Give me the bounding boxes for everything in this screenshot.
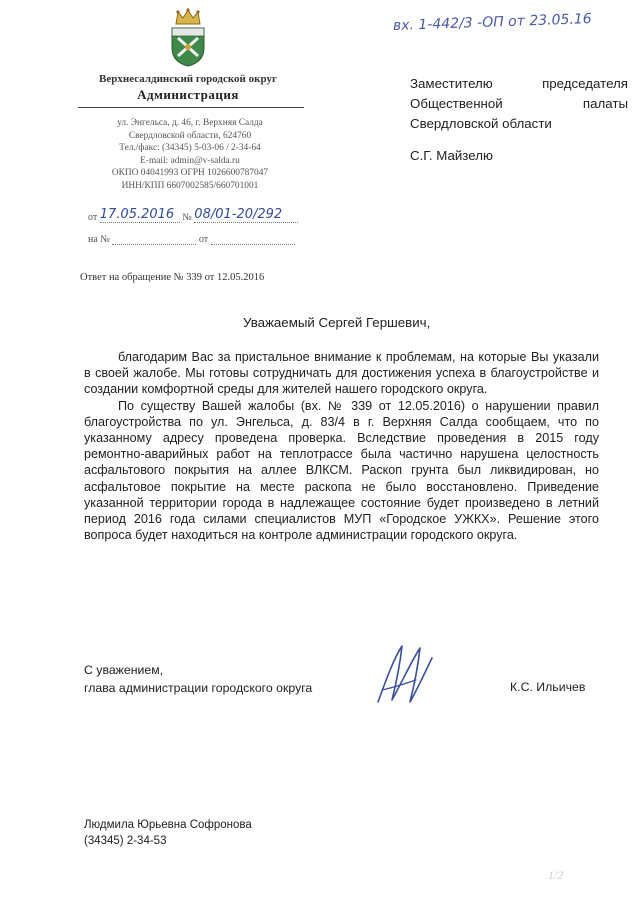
- closing-title: глава администрации городского округа: [84, 681, 313, 695]
- body-paragraph: По существу Вашей жалобы (вх. № 339 от 12.05.2016) о нарушении правил благоустройства по ул. Энгельса, д. 83/4 в г. Верхняя Салда сообщаем, что по указанному адресу проведена проверка. Вследствие проведения в 2015 году ремонтно-аварийных работ на теплотрассе была частично нарушена целостность асфальтового покрытия на аллее ВЛКСМ. Раскоп грунта был ликвидирован, но асфальтовое покрытие на месте раскопа не было восстановлено. Приведение указанной территории города в надлежащее состояние будет произведено в летний период 2016 года силами специалистов МУП «Городское УЖКХ». Решение этого вопроса будет находиться на контроле администрации городского округа.: [84, 398, 599, 543]
- email-line: E-mail: admin@v-salda.ru: [140, 155, 240, 166]
- header-divider: [78, 107, 304, 108]
- body-paragraph: благодарим Вас за пристальное внимание к проблемам, на которые Вы указали в своей жалобе. Мы готовы сотрудничать для достижения успеха в благоустройстве и создании комфортной среды для жителей нашего городского округа.: [84, 350, 599, 397]
- recipient-line: Свердловской области: [410, 116, 552, 131]
- okpo-line: ОКПО 04041993 ОГРН 1026600787047: [111, 168, 269, 179]
- recipient-block: [410, 74, 628, 134]
- administration-title: Администрация: [137, 87, 239, 102]
- reg-date: 17.05.2016: [99, 207, 175, 222]
- address-block: [80, 117, 300, 193]
- recipient-name: С.Г. Майзелю: [410, 148, 493, 163]
- page-number: 1/2: [548, 868, 564, 882]
- executor-name: Людмила Юрьевна Софронова: [84, 819, 252, 831]
- recipient-word: палаты: [582, 96, 628, 111]
- signature-icon: [372, 640, 438, 710]
- closing-line: С уважением,: [84, 663, 164, 677]
- reg-from-label: от: [88, 212, 98, 223]
- incoming-reference: [88, 234, 295, 245]
- recipient-word: председателя: [542, 76, 628, 91]
- recipient-word: Общественной: [410, 96, 503, 111]
- phone-line: Тел./факс: (34345) 5-03-06 / 2-34-64: [119, 143, 261, 154]
- closing-block: [84, 661, 312, 697]
- incoming-stamp: вх. 1-442/3 -ОП от 23.05.16: [392, 11, 592, 34]
- greeting: Уважаемый Сергей Гершевич,: [243, 315, 431, 330]
- recipient-word: Заместителю: [410, 76, 493, 91]
- inn-line: ИНН/КПП 6607002585/660701001: [121, 180, 259, 191]
- reg-number: 08/01-20/292: [194, 207, 283, 222]
- executor-block: [84, 817, 252, 849]
- reply-reference: Ответ на обращение № 339 от 12.05.2016: [80, 272, 265, 283]
- outgoing-registration: [88, 207, 298, 223]
- address-line: Свердловской области, 624760: [128, 130, 252, 141]
- reg-no-label: №: [182, 212, 192, 223]
- reg-na-label: на №: [88, 234, 110, 245]
- executor-phone: (34345) 2-34-53: [84, 835, 167, 847]
- reg-from-label-2: от: [198, 234, 209, 245]
- letter-body: [84, 349, 599, 543]
- coat-of-arms-icon: [168, 8, 208, 68]
- address-line: ул. Энгельса, д. 46, г. Верхняя Салда: [117, 118, 263, 128]
- signer-name: К.С. Ильичев: [510, 680, 586, 694]
- organization-name: Верхнесалдинский городской округ: [99, 73, 277, 85]
